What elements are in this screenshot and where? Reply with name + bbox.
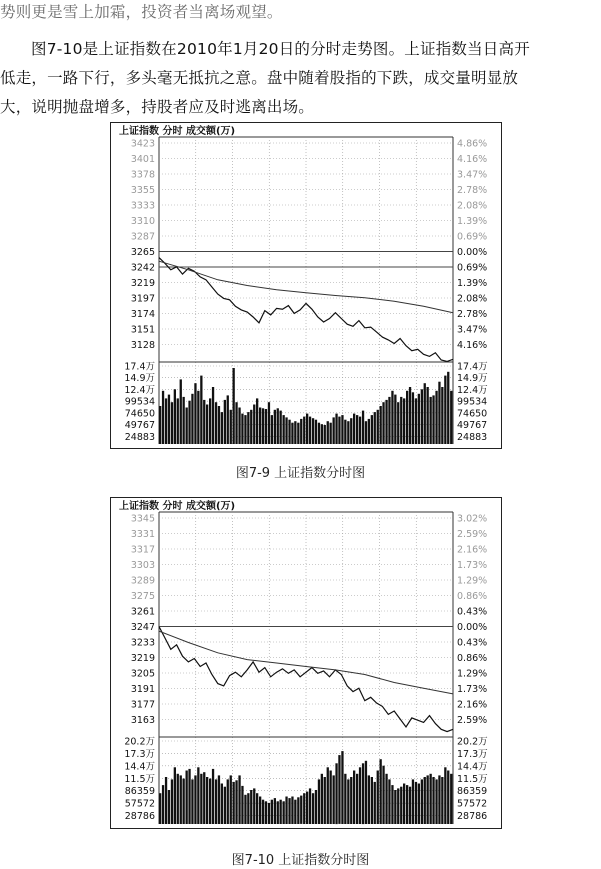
volume-tick-label: 99534	[124, 396, 155, 408]
volume-bar	[359, 767, 361, 824]
volume-bar	[333, 417, 335, 444]
volume-bar	[159, 406, 161, 444]
chart-title: 上证指数 分时 成交额(万)	[119, 126, 236, 137]
volume-bar	[309, 417, 311, 444]
volume-bar	[409, 387, 411, 444]
volume-bar	[238, 408, 240, 445]
volume-bar	[253, 405, 255, 445]
percent-tick-label: 2.59%	[457, 715, 488, 726]
price-tick-label: 3265	[130, 247, 155, 258]
volume-bar	[280, 800, 282, 824]
volume-bar	[365, 421, 367, 444]
price-tick-label: 3355	[130, 185, 155, 196]
volume-bar	[194, 775, 196, 824]
price-tick-label: 3233	[130, 637, 155, 649]
price-tick-label: 3247	[130, 622, 155, 633]
percent-tick-label: 1.73%	[457, 560, 488, 571]
volume-bar	[250, 790, 252, 824]
volume-bar	[259, 408, 261, 445]
volume-tick-label: 20.2万	[124, 736, 155, 748]
price-tick-label: 3289	[130, 575, 155, 587]
volume-bar	[271, 415, 273, 444]
volume-bar	[262, 408, 264, 444]
volume-tick-label: 12.4万	[457, 384, 488, 396]
percent-tick-label: 3.47%	[457, 169, 488, 181]
volume-bar	[297, 423, 299, 444]
volume-bar	[350, 777, 352, 824]
volume-bar	[391, 391, 393, 444]
price-tick-label: 3345	[130, 513, 155, 525]
volume-bar	[330, 423, 332, 444]
volume-bar	[241, 786, 243, 824]
price-tick-label: 3219	[130, 278, 155, 289]
volume-bar	[168, 395, 170, 444]
percent-tick-label: 0.00%	[457, 247, 488, 258]
chart-svg	[111, 498, 501, 828]
volume-bar	[409, 787, 411, 824]
volume-bar	[450, 391, 452, 444]
percent-tick-label: 2.78%	[457, 309, 488, 320]
percent-tick-label: 3.47%	[457, 324, 488, 336]
price-tick-label: 3197	[130, 293, 155, 305]
volume-bar	[400, 397, 402, 444]
volume-bar	[212, 387, 214, 444]
volume-bar	[265, 801, 267, 824]
volume-tick-label: 57572	[124, 798, 155, 810]
volume-bar	[368, 419, 370, 444]
percent-tick-label: 0.43%	[457, 606, 488, 618]
price-tick-label: 3219	[130, 653, 155, 664]
volume-tick-label: 11.5万	[124, 773, 155, 785]
volume-bar	[427, 387, 429, 444]
volume-bar	[197, 767, 199, 824]
percent-tick-label: 2.59%	[457, 529, 488, 540]
volume-tick-label: 14.9万	[124, 373, 155, 385]
volume-bar	[333, 775, 335, 824]
volume-bar	[162, 391, 164, 444]
volume-bar	[259, 797, 261, 825]
price-tick-label: 3333	[130, 200, 155, 212]
volume-bar	[318, 423, 320, 444]
volume-bar	[277, 408, 279, 444]
volume-bar	[403, 398, 405, 444]
price-tick-label: 3317	[130, 544, 155, 556]
percent-tick-label: 1.29%	[457, 575, 488, 587]
percent-tick-label: 1.73%	[457, 684, 488, 695]
volume-bar	[177, 774, 179, 824]
volume-bar	[338, 417, 340, 444]
chart-title: 上证指数 分时 成交额(万)	[119, 501, 236, 512]
volume-bar	[262, 800, 264, 824]
volume-bar	[277, 801, 279, 824]
volume-bar	[424, 777, 426, 824]
volume-bar	[412, 779, 414, 824]
volume-bar	[183, 397, 185, 444]
volume-bar	[183, 779, 185, 824]
volume-bar	[380, 406, 382, 444]
volume-bar	[315, 420, 317, 444]
figure-caption: 图7-10 上证指数分时图	[231, 853, 370, 868]
volume-bar	[421, 389, 423, 444]
volume-bar	[285, 417, 287, 444]
volume-bar	[406, 785, 408, 824]
percent-tick-label: 0.86%	[457, 591, 488, 602]
percent-tick-label: 1.39%	[457, 278, 488, 289]
volume-bar	[374, 782, 376, 824]
volume-bar	[288, 420, 290, 444]
percent-tick-label: 0.00%	[457, 622, 488, 633]
price-tick-label: 3378	[130, 169, 155, 181]
percent-tick-label: 1.39%	[457, 216, 488, 227]
volume-bar	[227, 779, 229, 824]
volume-bar	[371, 415, 373, 444]
volume-tick-label: 17.4万	[124, 361, 155, 373]
volume-bar	[174, 389, 176, 444]
volume-bar	[362, 763, 364, 824]
volume-bar	[180, 775, 182, 824]
intraday-chart-7-9	[110, 122, 502, 449]
volume-bar	[274, 798, 276, 824]
volume-bar	[377, 410, 379, 444]
volume-bar	[324, 777, 326, 824]
volume-bar	[400, 787, 402, 824]
volume-bar	[362, 411, 364, 444]
price-line	[159, 258, 453, 362]
volume-bar	[288, 798, 290, 824]
volume-bar	[421, 779, 423, 824]
price-tick-label: 3261	[130, 606, 155, 618]
volume-bar	[382, 402, 384, 444]
volume-bar	[186, 408, 188, 445]
percent-tick-label: 3.02%	[457, 513, 488, 525]
volume-bar	[347, 421, 349, 444]
volume-bar	[432, 395, 434, 444]
volume-bar	[300, 419, 302, 444]
volume-tick-label: 74650	[124, 408, 155, 420]
volume-bar	[330, 771, 332, 825]
volume-bar	[353, 414, 355, 444]
paragraph-line: 低走，一路下行，多头毫无抵抗之意。盘中随着股指的下跌，成交量明显放	[0, 69, 519, 87]
volume-tick-label: 57572	[457, 798, 488, 810]
volume-bar	[385, 400, 387, 444]
volume-bar	[350, 418, 352, 444]
volume-bar	[224, 400, 226, 444]
volume-bar	[397, 788, 399, 824]
volume-bar	[438, 382, 440, 444]
volume-bar	[368, 775, 370, 824]
volume-bar	[268, 803, 270, 824]
price-tick-label: 3128	[130, 340, 155, 351]
volume-bar	[303, 417, 305, 444]
volume-bar	[450, 774, 452, 824]
volume-bar	[230, 410, 232, 444]
volume-bar	[280, 411, 282, 444]
price-tick-label: 3401	[130, 154, 155, 165]
volume-tick-label: 49767	[124, 420, 155, 432]
volume-bar	[194, 383, 196, 444]
volume-bar	[227, 395, 229, 444]
volume-bar	[200, 774, 202, 824]
volume-bar	[177, 398, 179, 444]
volume-bar	[359, 417, 361, 444]
volume-bar	[191, 394, 193, 444]
volume-bar	[297, 797, 299, 824]
volume-bar	[294, 421, 296, 444]
volume-bar	[235, 402, 237, 444]
percent-tick-label: 0.43%	[457, 637, 488, 649]
volume-bar	[171, 402, 173, 444]
volume-bar	[324, 425, 326, 444]
volume-tick-label: 86359	[457, 786, 488, 798]
volume-bar	[344, 774, 346, 824]
volume-bar	[174, 767, 176, 824]
volume-tick-label: 99534	[457, 396, 488, 408]
volume-bar	[221, 412, 223, 444]
volume-bar	[247, 793, 249, 824]
volume-bar	[356, 774, 358, 824]
percent-tick-label: 2.78%	[457, 185, 488, 196]
volume-bar	[235, 780, 237, 824]
volume-bar	[171, 779, 173, 824]
paragraph-line: 大，说明抛盘增多，持股者应及时逃离出场。	[0, 98, 315, 116]
volume-tick-label: 14.4万	[124, 761, 155, 773]
volume-bar	[312, 418, 314, 444]
percent-tick-label: 4.86%	[457, 138, 488, 150]
volume-bar	[415, 782, 417, 824]
volume-bar	[274, 410, 276, 444]
volume-bar	[244, 795, 246, 824]
volume-bar	[397, 402, 399, 444]
percent-tick-label: 0.69%	[457, 231, 488, 243]
paragraph-line: 势则更是雪上加霜，投资者当离场观望。	[0, 3, 283, 21]
volume-bar	[206, 405, 208, 445]
volume-bar	[318, 779, 320, 824]
volume-bar	[365, 761, 367, 824]
volume-tick-label: 49767	[457, 420, 488, 432]
volume-bar	[315, 790, 317, 824]
price-tick-label: 3310	[130, 216, 155, 227]
volume-bar	[380, 759, 382, 824]
volume-bar	[374, 412, 376, 444]
volume-tick-label: 11.5万	[457, 773, 488, 785]
volume-bar	[191, 779, 193, 824]
price-tick-label: 3191	[130, 684, 155, 695]
volume-bar	[200, 376, 202, 444]
volume-bar	[371, 777, 373, 824]
volume-bar	[344, 420, 346, 444]
volume-bar	[377, 771, 379, 825]
volume-bar	[303, 793, 305, 824]
price-tick-label: 3423	[130, 138, 155, 150]
volume-bar	[356, 415, 358, 444]
volume-bar	[253, 788, 255, 824]
volume-bar	[432, 777, 434, 824]
volume-bar	[209, 398, 211, 444]
volume-tick-label: 86359	[124, 786, 155, 798]
volume-bar	[215, 779, 217, 824]
price-tick-label: 3163	[130, 715, 155, 726]
volume-bar	[406, 391, 408, 444]
volume-bar	[341, 751, 343, 824]
volume-tick-label: 20.2万	[457, 736, 488, 748]
volume-bar	[338, 755, 340, 824]
volume-bar	[206, 777, 208, 824]
volume-bar	[435, 779, 437, 824]
percent-tick-label: 0.86%	[457, 653, 488, 664]
average-price-line	[159, 261, 453, 313]
volume-bar	[271, 800, 273, 824]
price-tick-label: 3275	[130, 591, 155, 602]
price-tick-label: 3303	[130, 560, 155, 571]
volume-bar	[186, 771, 188, 825]
price-tick-label: 3205	[130, 668, 155, 680]
percent-tick-label: 2.16%	[457, 544, 488, 556]
volume-bar	[388, 779, 390, 824]
chart-svg	[111, 123, 501, 448]
volume-bar	[427, 775, 429, 824]
volume-bar	[188, 401, 190, 444]
volume-bar	[444, 767, 446, 824]
price-tick-label: 3177	[130, 699, 155, 711]
volume-bar	[418, 394, 420, 444]
price-tick-label: 3331	[130, 529, 155, 540]
volume-bar	[285, 797, 287, 825]
volume-tick-label: 17.4万	[457, 361, 488, 373]
volume-bar	[300, 796, 302, 824]
percent-tick-label: 4.16%	[457, 340, 488, 351]
volume-tick-label: 14.9万	[457, 373, 488, 385]
volume-bar	[394, 790, 396, 824]
volume-bar	[165, 777, 167, 824]
volume-bar	[209, 779, 211, 824]
volume-bar	[180, 379, 182, 444]
volume-tick-label: 28786	[124, 811, 155, 823]
volume-bar	[394, 395, 396, 444]
volume-tick-label: 24883	[124, 431, 155, 443]
volume-bar	[162, 785, 164, 824]
percent-tick-label: 2.08%	[457, 293, 488, 305]
volume-bar	[447, 771, 449, 825]
volume-bar	[391, 785, 393, 824]
price-tick-label: 3151	[130, 324, 155, 336]
volume-bar	[327, 767, 329, 824]
volume-bar	[294, 800, 296, 824]
volume-tick-label: 14.4万	[457, 761, 488, 773]
percent-tick-label: 0.69%	[457, 262, 488, 274]
volume-bar	[165, 398, 167, 444]
volume-bar	[441, 777, 443, 824]
volume-bar	[327, 421, 329, 444]
volume-bar	[412, 392, 414, 444]
price-tick-label: 3174	[130, 309, 155, 320]
volume-tick-label: 74650	[457, 408, 488, 420]
paragraph-line: 图7-10是上证指数在2010年1月20日的分时走势图。上证指数当日高开	[31, 40, 530, 58]
percent-tick-label: 4.16%	[457, 154, 488, 165]
volume-bar	[444, 376, 446, 444]
volume-bar	[283, 801, 285, 824]
price-tick-label: 3242	[130, 262, 155, 274]
volume-bar	[159, 793, 161, 824]
volume-tick-label: 12.4万	[124, 384, 155, 396]
intraday-chart-7-10	[110, 497, 502, 829]
volume-bar	[418, 784, 420, 825]
volume-bar	[441, 387, 443, 444]
volume-bar	[306, 414, 308, 444]
volume-bar	[250, 410, 252, 444]
volume-bar	[215, 402, 217, 444]
volume-bar	[241, 414, 243, 444]
volume-bar	[233, 782, 235, 824]
volume-bar	[265, 409, 267, 444]
volume-bar	[353, 771, 355, 825]
volume-bar	[321, 774, 323, 824]
volume-bar	[424, 383, 426, 444]
volume-bar	[268, 402, 270, 444]
volume-bar	[438, 775, 440, 824]
volume-bar	[309, 788, 311, 824]
volume-bar	[382, 766, 384, 824]
volume-bar	[385, 774, 387, 824]
volume-bar	[224, 787, 226, 824]
volume-bar	[321, 424, 323, 444]
volume-bar	[244, 415, 246, 444]
volume-bar	[203, 772, 205, 824]
volume-tick-label: 17.3万	[124, 748, 155, 760]
volume-bar	[203, 400, 205, 444]
volume-bar	[415, 398, 417, 444]
volume-bar	[188, 769, 190, 824]
volume-bar	[218, 406, 220, 444]
percent-tick-label: 2.08%	[457, 200, 488, 212]
volume-bar	[312, 793, 314, 824]
volume-bar	[283, 415, 285, 444]
volume-bar	[341, 415, 343, 444]
volume-bar	[212, 769, 214, 824]
volume-bar	[291, 423, 293, 444]
figure-caption: 图7-9 上证指数分时图	[235, 466, 366, 481]
volume-bar	[347, 779, 349, 824]
volume-bar	[435, 391, 437, 444]
volume-tick-label: 24883	[457, 431, 488, 443]
volume-bar	[306, 792, 308, 824]
volume-bar	[247, 412, 249, 444]
volume-bar	[430, 774, 432, 824]
percent-tick-label: 1.29%	[457, 668, 488, 680]
price-tick-label: 3287	[130, 231, 155, 243]
volume-tick-label: 28786	[457, 811, 488, 823]
volume-bar	[335, 414, 337, 444]
volume-bar	[403, 784, 405, 825]
volume-bar	[256, 793, 258, 824]
volume-bar	[197, 391, 199, 444]
volume-bar	[221, 784, 223, 825]
volume-bar	[291, 797, 293, 825]
volume-bar	[168, 790, 170, 824]
volume-tick-label: 17.3万	[457, 748, 488, 760]
volume-bar	[388, 397, 390, 444]
volume-bar	[430, 397, 432, 444]
percent-tick-label: 2.16%	[457, 699, 488, 711]
volume-bar	[233, 368, 235, 444]
volume-bar	[335, 763, 337, 824]
volume-bar	[447, 372, 449, 444]
volume-bar	[238, 775, 240, 824]
volume-bar	[256, 398, 258, 444]
volume-bar	[218, 775, 220, 824]
volume-bar	[230, 775, 232, 824]
